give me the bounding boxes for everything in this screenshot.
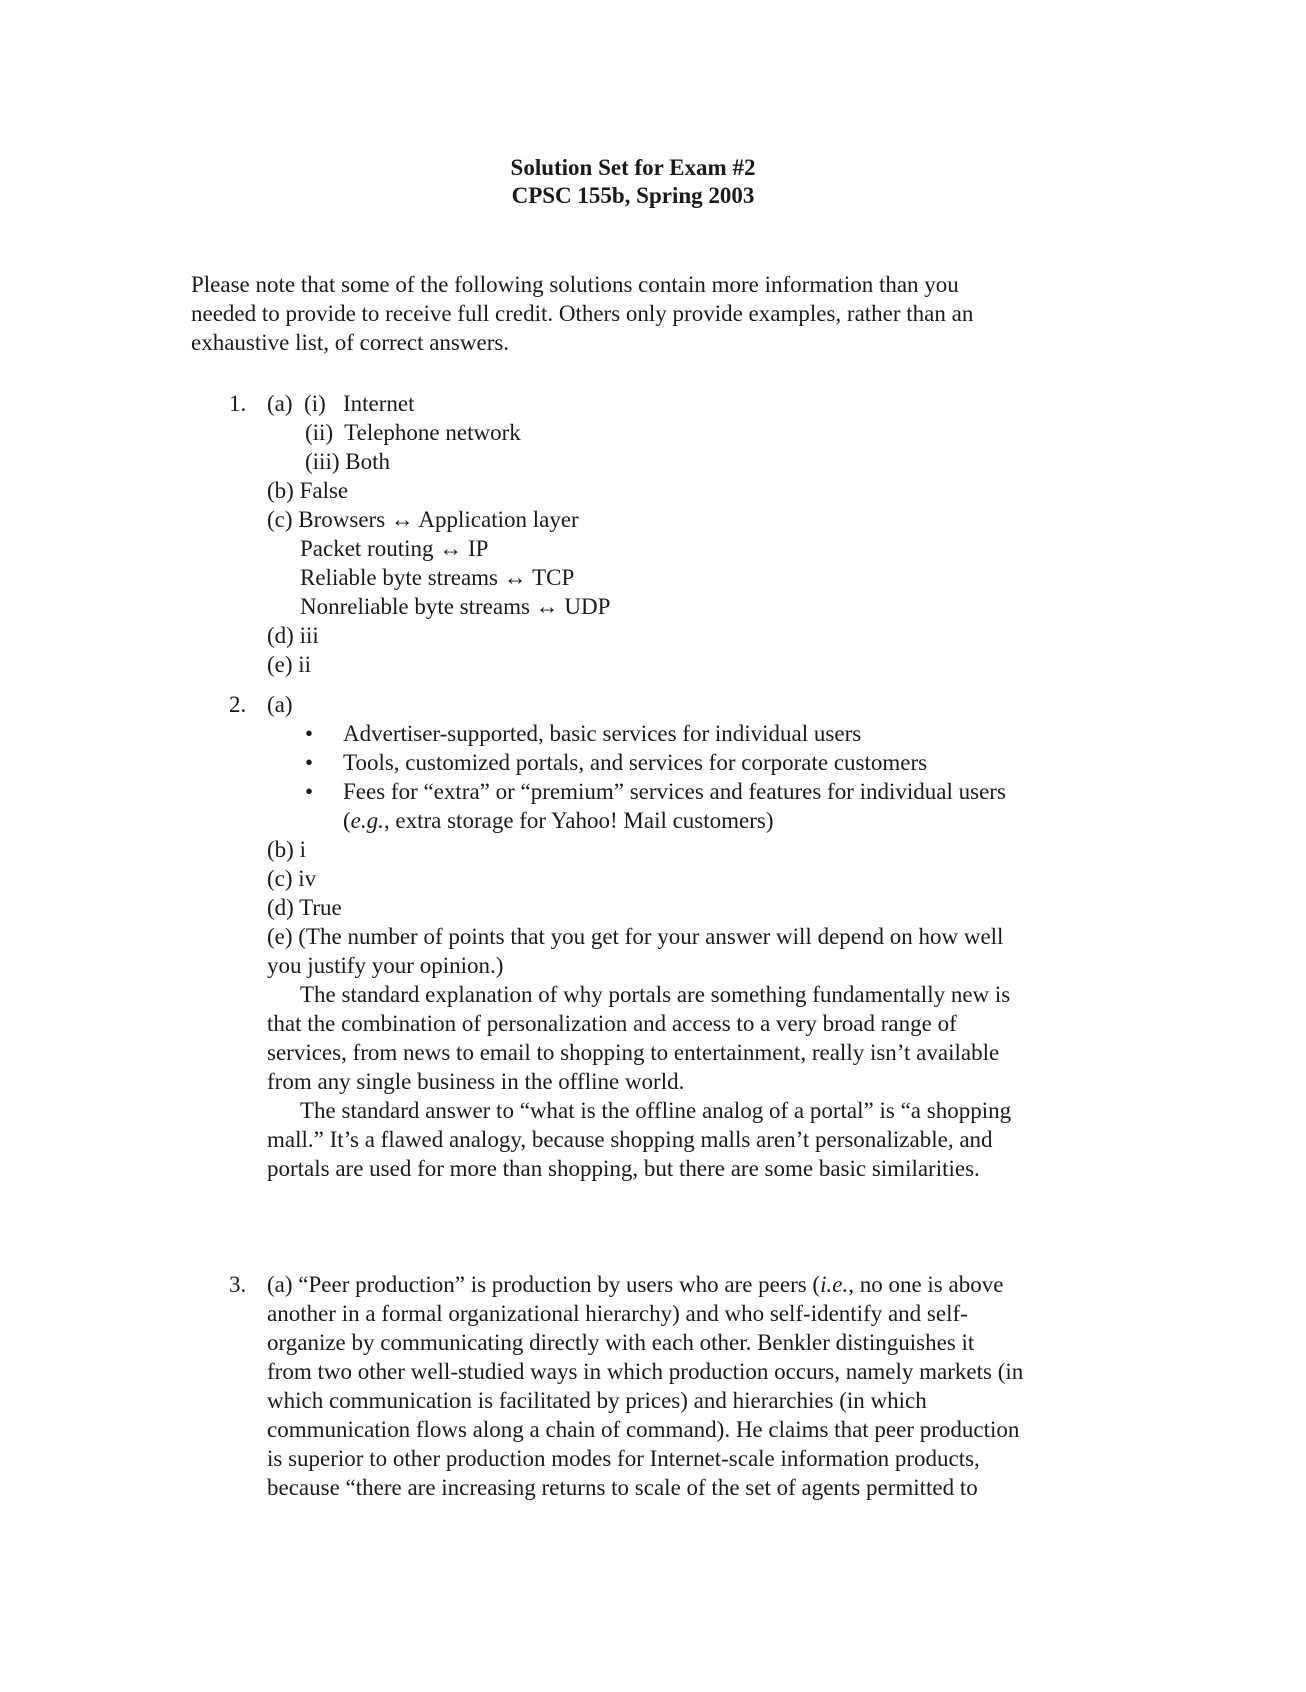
question-number: 1. — [229, 391, 247, 416]
q2-part-c: (c) iv — [267, 866, 317, 891]
q1-part-b: (b) False — [267, 478, 349, 503]
q2-part-a-label: (a) — [267, 692, 293, 717]
question-body — [267, 690, 1107, 1183]
q1-a-i: (i) Internet — [304, 391, 415, 416]
intro-line: Please note that some of the following solutions contain more information than you — [191, 272, 959, 297]
list-item: • Fees for “extra” or “premium” services and features for individual users (e.g., extra storage for Yahoo! Mail customers) — [305, 779, 1006, 833]
q2-e-para1: The standard explanation of why portals are something fundamentally new is — [300, 982, 1011, 1007]
list-item: • Tools, customized portals, and services for corporate customers — [305, 750, 928, 775]
list-item: • Advertiser-supported, basic services for individual users — [305, 721, 862, 746]
q1-c-line: Nonreliable byte streams ↔ UDP — [300, 594, 611, 619]
q2-e-para1: that the combination of personalization and access to a very broad range of — [267, 1011, 957, 1036]
q1-a-iii: (iii) Both — [305, 449, 390, 474]
question-number: 3. — [229, 1272, 247, 1297]
q3-a-line: organize by communicating directly with each other. Benkler distinguishes it — [267, 1330, 975, 1355]
q3-a-line: from two other well-studied ways in which production occurs, namely markets (in — [267, 1359, 1024, 1384]
q2-e-line: you justify your opinion.) — [267, 953, 504, 978]
title-line-1: Solution Set for Exam #2 — [510, 155, 756, 180]
question-body — [267, 1270, 1107, 1502]
q1-c-line: Packet routing ↔ IP — [300, 536, 489, 561]
intro-line: needed to provide to receive full credit. Others only provide examples, rather than an — [191, 301, 974, 326]
document-title — [0, 154, 1306, 210]
q2-part-b: (b) i — [267, 837, 306, 862]
title-line-2: CPSC 155b, Spring 2003 — [511, 183, 755, 208]
q1-part-a — [267, 389, 1107, 418]
q2-part-e: (e) (The number of points that you get for your answer will depend on how well — [267, 924, 1004, 949]
bullet-glyph: • — [305, 779, 314, 804]
q2-a-bullet-list — [267, 719, 1107, 835]
q1-a-ii: (ii) Telephone network — [305, 420, 521, 445]
q1-part-d: (d) iii — [267, 623, 319, 648]
q3-a-line: another in a formal organizational hierarchy) and who self-identify and self- — [267, 1301, 968, 1326]
q2-e-para2: mall.” It’s a flawed analogy, because shopping malls aren’t personalizable, and — [267, 1127, 993, 1152]
part-label: (a) — [267, 391, 293, 416]
q3-a-line: communication flows along a chain of command). He claims that peer production — [267, 1417, 1020, 1442]
q3-part-a: (a) “Peer production” is production by users who are peers (i.e., no one is above — [267, 1272, 1004, 1297]
q1-part-c: (c) Browsers ↔ Application layer — [267, 507, 579, 532]
question-body — [267, 389, 1107, 679]
intro-paragraph — [191, 270, 1091, 357]
q1-part-e: (e) ii — [267, 652, 312, 677]
q2-part-d: (d) True — [267, 895, 342, 920]
q3-a-line: which communication is facilitated by prices) and hierarchies (in which — [267, 1388, 927, 1413]
q2-e-para2: The standard answer to “what is the offline analog of a portal” is “a shopping — [300, 1098, 1012, 1123]
bullet-glyph: • — [305, 721, 314, 746]
intro-line: exhaustive list, of correct answers. — [191, 330, 510, 355]
q2-e-para1: services, from news to email to shopping to entertainment, really isn’t available — [267, 1040, 1000, 1065]
q2-e-para2: portals are used for more than shopping, but there are some basic similarities. — [267, 1156, 980, 1181]
bullet-glyph: • — [305, 750, 314, 775]
q3-a-line: because “there are increasing returns to scale of the set of agents permitted to — [267, 1475, 978, 1500]
q2-e-para1: from any single business in the offline world. — [267, 1069, 685, 1094]
q3-a-line: is superior to other production modes for Internet-scale information products, — [267, 1446, 980, 1471]
q1-c-line: Reliable byte streams ↔ TCP — [300, 565, 575, 590]
question-number: 2. — [229, 692, 247, 717]
